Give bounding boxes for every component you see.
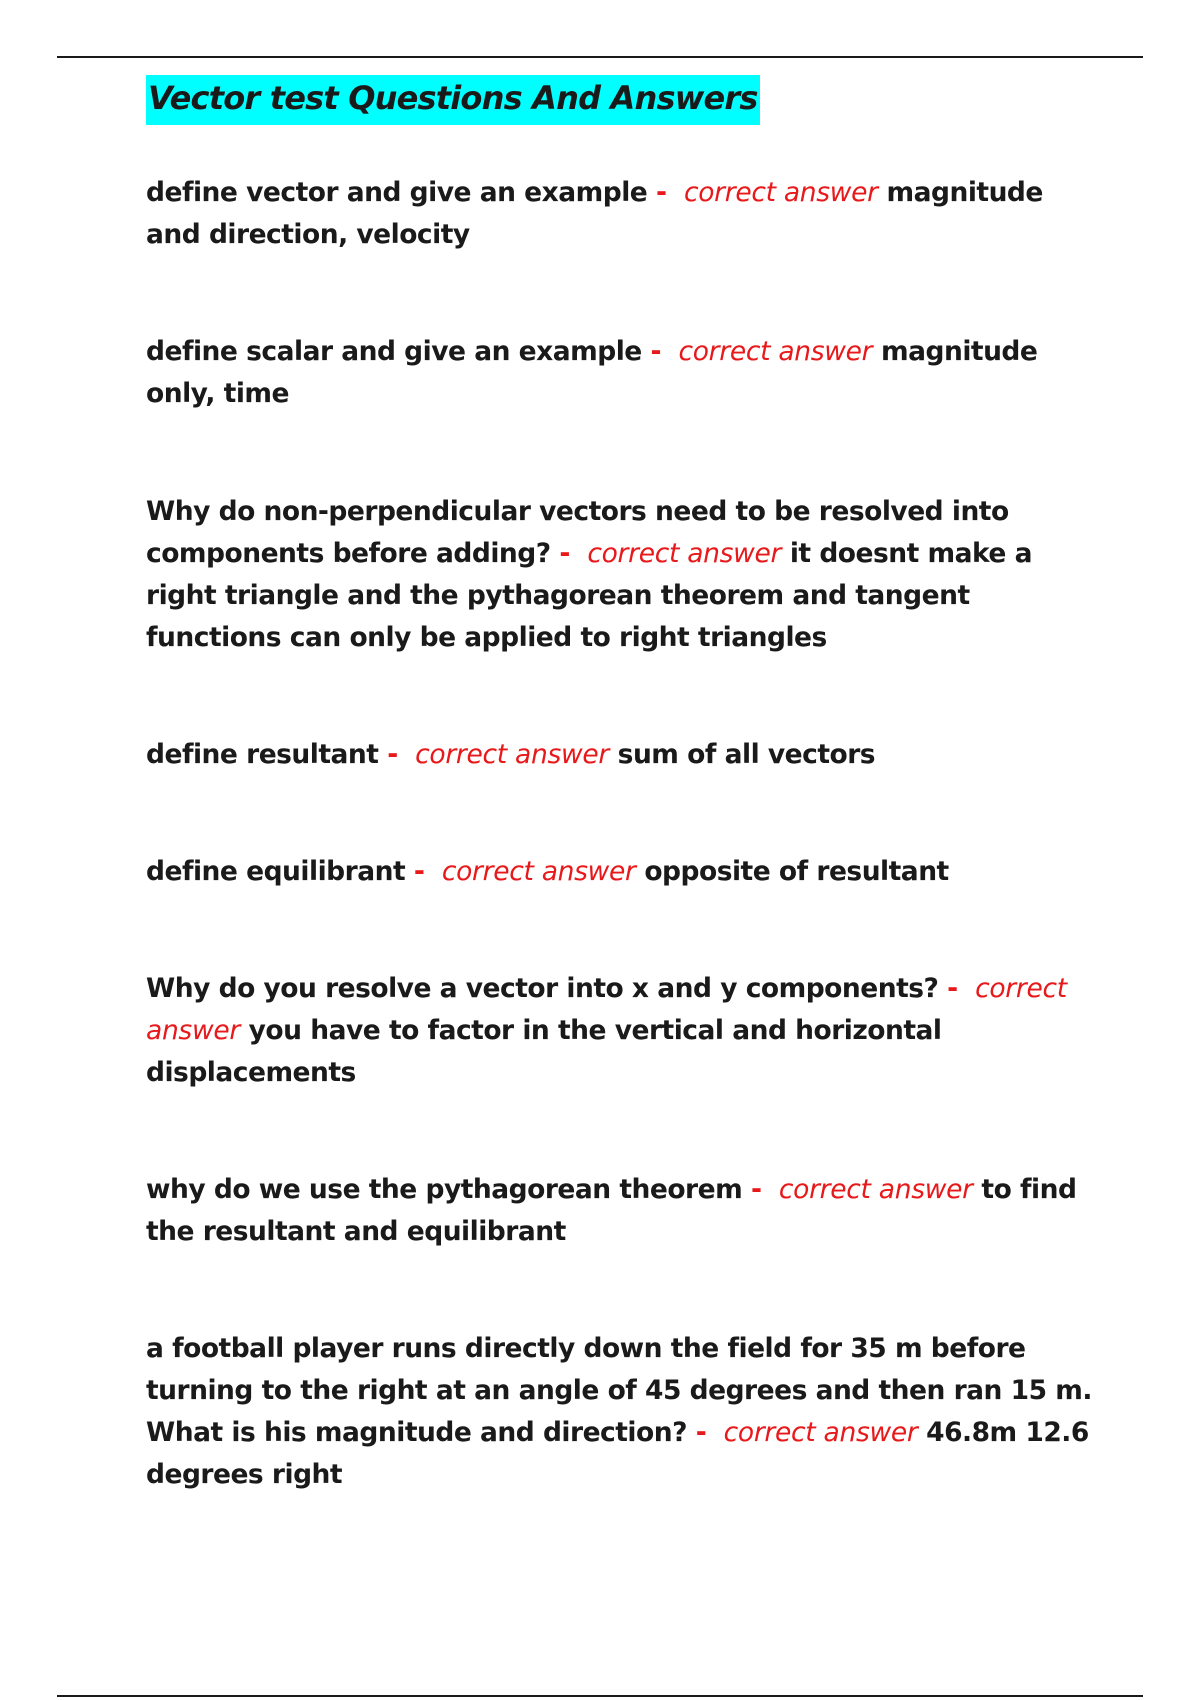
separator: - — [750, 1174, 762, 1205]
separator: - — [656, 177, 667, 208]
qa-item — [146, 1169, 1096, 1253]
answer-text: magnitude and direction, velocity — [146, 177, 1043, 250]
answer-text: sum of all vectors — [617, 739, 876, 770]
qa-item — [146, 172, 1096, 256]
separator: - — [387, 739, 398, 770]
answer-label: correct answer — [415, 739, 609, 770]
separator: - — [650, 336, 662, 367]
qa-list — [146, 172, 1096, 1496]
answer-text: 46.8m 12.6 degrees right — [146, 1417, 1089, 1490]
answer-text: opposite of resultant — [644, 856, 949, 887]
bottom-rule — [57, 1695, 1143, 1697]
question-text: define equilibrant — [146, 856, 406, 887]
qa-item — [146, 734, 1096, 776]
separator: - — [947, 973, 958, 1004]
separator: - — [559, 538, 570, 569]
question-text: a football player runs directly down the field for 35 m before turning to the right at an angle of 45 degrees and then ran 15 m. What is his magnitude and direction? — [146, 1333, 1092, 1448]
question-text: define vector and give an example — [146, 177, 648, 208]
answer-label: correct answer — [146, 973, 1067, 1046]
answer-text: you have to factor in the vertical and horizontal displacements — [146, 1015, 942, 1088]
question-text: define scalar and give an example — [146, 336, 642, 367]
answer-label: correct answer — [441, 856, 636, 887]
qa-item — [146, 851, 1096, 893]
answer-label: correct answer — [587, 538, 782, 569]
answer-text: magnitude only, time — [146, 336, 1038, 409]
qa-item — [146, 1328, 1096, 1496]
question-text: Why do non-perpendicular vectors need to be resolved into components before adding? — [146, 496, 1009, 569]
document-title: Vector test Questions And Answers — [146, 75, 760, 125]
top-rule — [57, 56, 1143, 58]
separator: - — [413, 856, 425, 887]
question-text: define resultant — [146, 739, 379, 770]
document-body — [146, 75, 1096, 1496]
qa-item — [146, 331, 1096, 415]
question-text: Why do you resolve a vector into x and y components? — [146, 973, 939, 1004]
qa-item — [146, 491, 1096, 659]
answer-label: correct answer — [678, 336, 873, 367]
question-text: why do we use the pythagorean theorem — [146, 1174, 743, 1205]
answer-label: correct answer — [723, 1417, 918, 1448]
answer-text: it doesnt make a right triangle and the pythagorean theorem and tangent functions can only be applied to right triangles — [146, 538, 1032, 653]
separator: - — [695, 1417, 707, 1448]
answer-text: to find the resultant and equilibrant — [146, 1174, 1077, 1247]
answer-label: correct answer — [683, 177, 878, 208]
answer-label: correct answer — [778, 1174, 973, 1205]
qa-item — [146, 968, 1096, 1094]
